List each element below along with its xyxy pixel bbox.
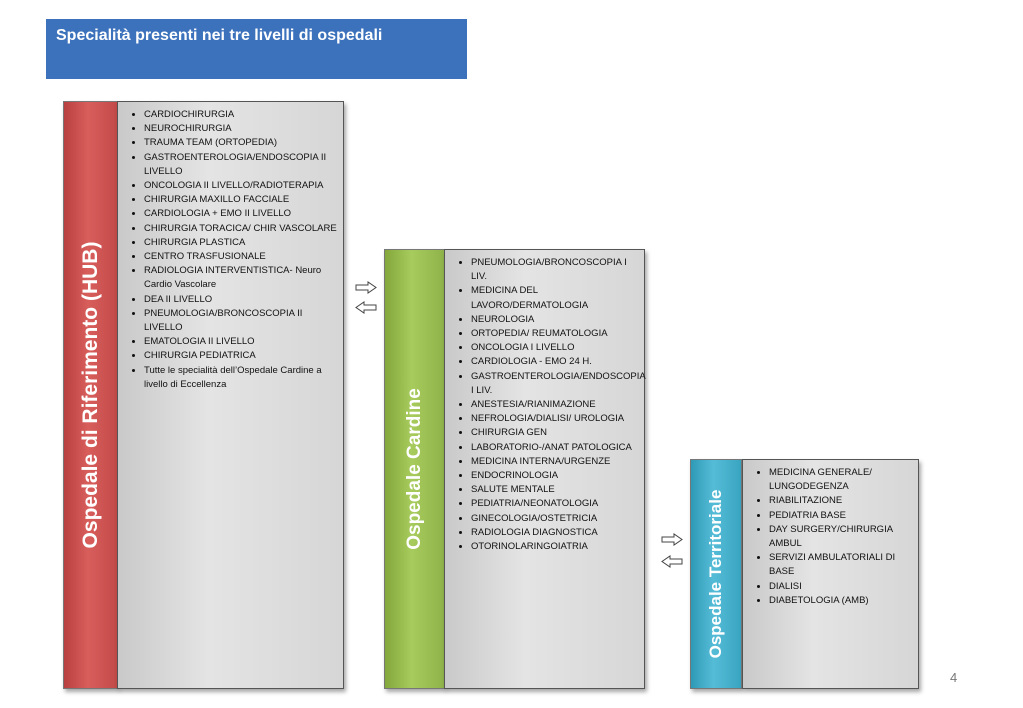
specialty-item: • CENTRO TRASFUSIONALE xyxy=(144,250,337,264)
specialty-item: • Tutte le specialità dell’Ospedale Cardine a livello di Eccellenza xyxy=(144,364,337,392)
arrow-left-icon xyxy=(355,301,377,314)
specialty-item: • ENDOCRINOLOGIA xyxy=(471,469,638,483)
specialty-item: • PEDIATRIA BASE xyxy=(769,509,912,523)
level-bar-territoriale xyxy=(690,459,742,689)
specialty-item: • DAY SURGERY/CHIRURGIA AMBUL xyxy=(769,523,912,551)
page-number: 4 xyxy=(950,670,958,685)
level-label-territoriale: Ospedale Territoriale xyxy=(706,489,725,659)
specialty-item: • RIABILITAZIONE xyxy=(769,494,912,508)
specialty-items-cardine xyxy=(445,250,644,554)
arrow-right-icon xyxy=(355,281,377,294)
specialty-item: • SALUTE MENTALE xyxy=(471,483,638,497)
specialty-item: • DEA II LIVELLO xyxy=(144,293,337,307)
specialty-item: • CHIRURGIA PLASTICA xyxy=(144,236,337,250)
specialty-item: • CHIRURGIA MAXILLO FACCIALE xyxy=(144,193,337,207)
specialty-item: • EMATOLOGIA II LIVELLO xyxy=(144,335,337,349)
specialty-item: • CHIRURGIA GEN xyxy=(471,426,638,440)
level-bar-hub xyxy=(63,101,118,689)
arrow-right-icon xyxy=(661,533,683,546)
specialty-item: • NEUROLOGIA xyxy=(471,313,638,327)
specialty-item: • SERVIZI AMBULATORIALI DI BASE xyxy=(769,551,912,579)
specialty-list-cardine xyxy=(444,249,645,689)
specialty-item: • NEFROLOGIA/DIALISI/ UROLOGIA xyxy=(471,412,638,426)
specialty-item: • DIABETOLOGIA (AMB) xyxy=(769,594,912,608)
specialty-list-hub xyxy=(117,101,344,689)
specialty-item: • TRAUMA TEAM (ORTOPEDIA) xyxy=(144,136,337,150)
level-label-hub: Ospedale di Riferimento (HUB) xyxy=(78,241,102,549)
specialty-item: • RADIOLOGIA DIAGNOSTICA xyxy=(471,526,638,540)
specialty-item: • CHIRURGIA TORACICA/ CHIR VASCOLARE xyxy=(144,222,337,236)
specialty-item: • MEDICINA INTERNA/URGENZE xyxy=(471,455,638,469)
specialty-item: • CARDIOCHIRURGIA xyxy=(144,108,337,122)
specialty-item: • CHIRURGIA PEDIATRICA xyxy=(144,349,337,363)
specialty-items-hub xyxy=(118,102,343,392)
specialty-items-territoriale xyxy=(743,460,918,608)
specialty-item: • ONCOLOGIA II LIVELLO/RADIOTERAPIA xyxy=(144,179,337,193)
specialty-item: • CARDIOLOGIA - EMO 24 H. xyxy=(471,355,638,369)
specialty-list-territoriale xyxy=(742,459,919,689)
slide-title-box xyxy=(46,19,467,79)
specialty-item: • ORTOPEDIA/ REUMATOLOGIA xyxy=(471,327,638,341)
specialty-item: • DIALISI xyxy=(769,580,912,594)
specialty-item: • RADIOLOGIA INTERVENTISTICA- Neuro Cardio Vascolare xyxy=(144,264,337,292)
level-label-cardine: Ospedale Cardine xyxy=(403,388,425,550)
level-bar-cardine xyxy=(384,249,445,689)
specialty-item: • GASTROENTEROLOGIA/ENDOSCOPIA I LIV. xyxy=(471,370,638,398)
specialty-item: • NEUROCHIRURGIA xyxy=(144,122,337,136)
specialty-item: • CARDIOLOGIA + EMO II LIVELLO xyxy=(144,207,337,221)
specialty-item: • GINECOLOGIA/OSTETRICIA xyxy=(471,512,638,526)
specialty-item: • PNEUMOLOGIA/BRONCOSCOPIA I LIV. xyxy=(471,256,638,284)
specialty-item: • GASTROENTEROLOGIA/ENDOSCOPIA II LIVELLO xyxy=(144,151,337,179)
specialty-item: • PNEUMOLOGIA/BRONCOSCOPIA II LIVELLO xyxy=(144,307,337,335)
specialty-item: • OTORINOLARINGOIATRIA xyxy=(471,540,638,554)
specialty-item: • MEDICINA DEL LAVORO/DERMATOLOGIA xyxy=(471,284,638,312)
arrow-left-icon xyxy=(661,555,683,568)
specialty-item: • PEDIATRIA/NEONATOLOGIA xyxy=(471,497,638,511)
specialty-item: • ONCOLOGIA I LIVELLO xyxy=(471,341,638,355)
slide-title: Specialità presenti nei tre livelli di ospedali xyxy=(56,27,383,44)
specialty-item: • ANESTESIA/RIANIMAZIONE xyxy=(471,398,638,412)
specialty-item: • MEDICINA GENERALE/ LUNGODEGENZA xyxy=(769,466,912,494)
specialty-item: • LABORATORIO-/ANAT PATOLOGICA xyxy=(471,441,638,455)
